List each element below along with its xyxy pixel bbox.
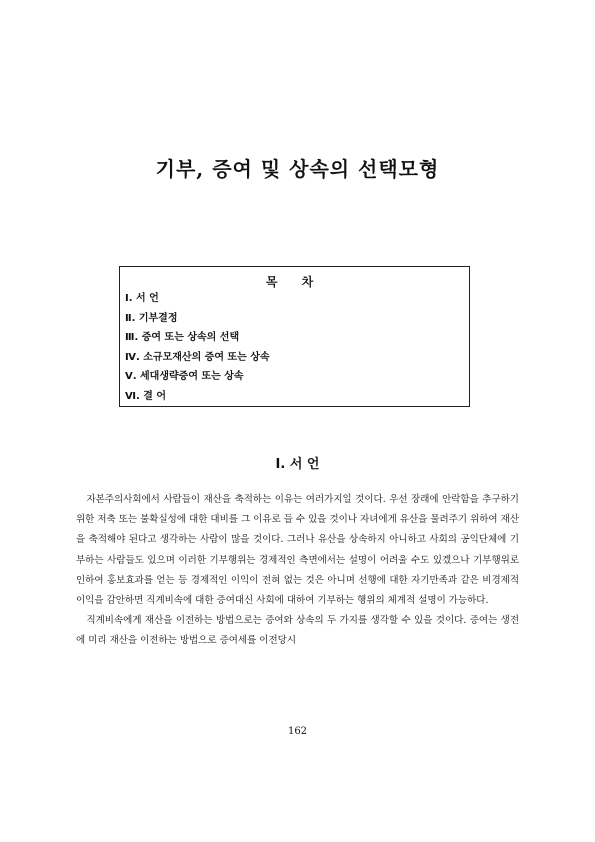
toc-item: Ⅲ. 증여 또는 상속의 선택	[125, 332, 240, 343]
toc-list	[125, 289, 270, 406]
paragraph: 직계비속에게 재산을 이전하는 방법으로는 증여와 상속의 두 가지를 생각할 수 있을 것이다. 증여는 생전에 미리 재산을 이전하는 방법으로 증여세를 이전당시	[76, 615, 519, 647]
toc-item: Ⅴ. 세대생략증여 또는 상속	[125, 371, 244, 382]
toc-item: Ⅱ. 기부결정	[125, 312, 178, 324]
body-text	[76, 490, 519, 652]
toc-item: Ⅵ. 결 어	[125, 390, 167, 402]
page-number: 162	[287, 726, 308, 737]
paragraph: 자본주의사회에서 사람들이 재산을 축적하는 이유는 여러가지일 것이다. 우선 장래에 안락함을 추구하기 위한 저축 또는 불확실성에 대한 대비를 그 이유로 들 수 있을 것이나 자녀에게 유산을 물려주기 위하여 재산을 축적해야 된다고 생각하는 사람이 많을 것이다. 그러나 유산을 상속하지 아니하고 사회의 공익단체에 기부하는 사람들도 있으며 이러한 기부행위는 경제적인 측면에서는 설명이 어려울 수도 있겠으나 기부행위로 인하여 홍보효과를 얻는 등 경제적인 이익이 전혀 없는 것은 아니며 선행에 대한 자기만족과 같은 비경제적 이익을 감안하면 직계비속에 대한 증여대신 사회에 대하여 기부하는 행위의 체계적 설명이 가능하다.	[76, 494, 519, 607]
toc-heading: 목 차	[265, 275, 324, 289]
document-title: 기부, 증여 및 상속의 선택모형	[155, 157, 440, 181]
toc-item: Ⅰ. 서 언	[125, 293, 159, 304]
table-of-contents	[119, 266, 470, 407]
section-heading: Ⅰ. 서 언	[275, 457, 320, 472]
toc-item: Ⅳ. 소규모재산의 증여 또는 상속	[125, 351, 270, 363]
